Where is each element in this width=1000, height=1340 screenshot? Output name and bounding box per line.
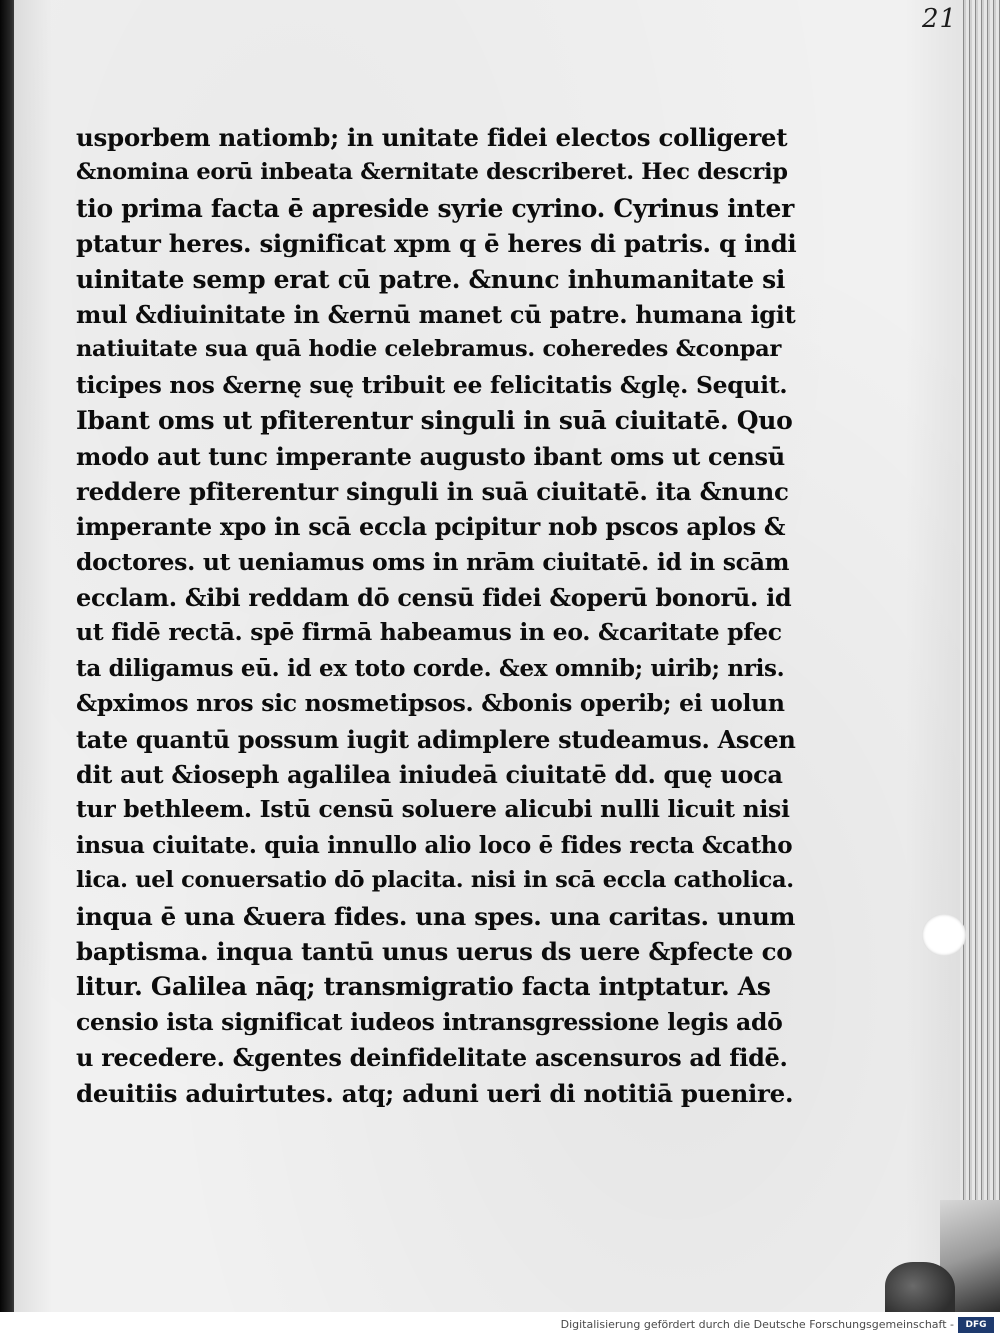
manuscript-line: deuitiis aduirtutes. atq; aduni ueri di notitiā puenire. xyxy=(76,1078,794,1108)
manuscript-line: Ibant oms ut pfiterentur singuli in suā ciuitatē. Quo xyxy=(76,406,793,436)
manuscript-line: ut fidē rectā. spē firmā habeamus in eo. &caritate pfec xyxy=(76,618,782,647)
manuscript-line: imperante xpo in scā eccla pcipitur nob pscos aplos & xyxy=(76,512,786,542)
manuscript-line: tate quantū possum iugit adimplere studeamus. Ascen xyxy=(76,724,796,754)
manuscript-line: doctores. ut ueniamus oms in nrām ciuitatē. id in scām xyxy=(76,547,790,576)
manuscript-line: lica. uel conuersatio dō placita. nisi in scā eccla catholica. xyxy=(76,867,794,894)
digitization-credit: Digitalisierung gefördert durch die Deutsche Forschungsgemeinschaft - xyxy=(560,1318,954,1331)
manuscript-line: inqua ē una &uera fides. una spes. una caritas. unum xyxy=(76,901,796,931)
manuscript-line: mul &diuinitate in &ernū manet cū patre. humana igit xyxy=(76,299,796,329)
manuscript-line: reddere pfiterentur singuli in suā ciuitatē. ita &nunc xyxy=(76,476,789,506)
manuscript-line: baptisma. inqua tantū unus uerus ds uere &pfecte co xyxy=(76,936,793,966)
manuscript-line: insua ciuitate. quia innullo alio loco ē fides recta &catho xyxy=(76,831,793,859)
manuscript-line: censio ista significat iudeos intransgressione legis adō xyxy=(76,1007,783,1036)
manuscript-line: dit aut &ioseph agalilea iniudeā ciuitatē dd. quę uoca xyxy=(76,760,783,790)
manuscript-line: modo aut tunc imperante augusto ibant oms ut censū xyxy=(76,441,785,471)
manuscript-line: ptatur heres. significat xpm q ē heres di patris. q indi xyxy=(76,229,797,259)
manuscript-line: uinitate semp erat cū patre. &nunc inhumanitate si xyxy=(76,264,786,294)
manuscript-line: tio prima facta ē apreside syrie cyrino. Cyrinus inter xyxy=(76,193,795,223)
manuscript-page xyxy=(14,0,962,1312)
holding-thumb xyxy=(885,1262,955,1312)
parchment-hole xyxy=(922,914,966,956)
manuscript-line: &pximos nros sic nosmetipsos. &bonis operib; ei uolun xyxy=(76,689,785,718)
manuscript-line: tur bethleem. Istū censū soluere alicubi nulli licuit nisi xyxy=(76,795,790,824)
manuscript-text-block xyxy=(76,120,796,1111)
footer-bar xyxy=(0,1312,1000,1340)
manuscript-line: natiuitate sua quā hodie celebramus. coheredes &conpar xyxy=(76,336,782,363)
manuscript-line: u recedere. &gentes deinfidelitate ascensuros ad fidē. xyxy=(76,1043,788,1073)
dfg-logo: DFG xyxy=(958,1317,994,1333)
manuscript-line: &nomina eorū inbeata &ernitate describeret. Hec descrip xyxy=(76,159,788,186)
page-stack-edge xyxy=(960,0,1000,1312)
manuscript-line: usporbem natiomb; in unitate fidei electos colligeret xyxy=(76,123,788,152)
manuscript-line: ta diligamus eū. id ex toto corde. &ex omnib; uirib; nris. xyxy=(76,654,785,682)
manuscript-line: ecclam. &ibi reddam dō censū fidei &operū bonorū. id xyxy=(76,583,792,613)
folio-number: 21 xyxy=(922,4,958,34)
manuscript-line: litur. Galilea nāq; transmigratio facta intptatur. As xyxy=(76,972,771,1002)
manuscript-line: ticipes nos &ernę suę tribuit ee felicitatis &glę. Sequit. xyxy=(76,370,788,399)
